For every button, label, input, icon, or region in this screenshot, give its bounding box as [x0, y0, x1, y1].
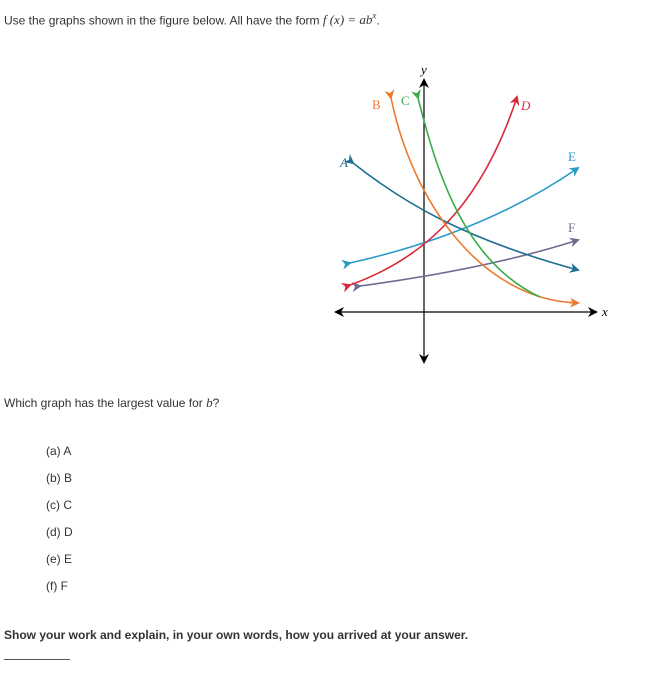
- x-axis-label: x: [602, 304, 608, 319]
- curve-b: [391, 98, 578, 303]
- curve-label-a: A: [340, 155, 348, 170]
- choice-b[interactable]: (b) B: [46, 471, 73, 485]
- choice-f[interactable]: (f) F: [46, 579, 68, 593]
- curve-label-e: E: [568, 149, 576, 164]
- choice-d[interactable]: (d) D: [46, 525, 73, 539]
- curve-label-c: C: [401, 93, 410, 108]
- curve-f: [360, 240, 578, 286]
- formula: f $(x) = ab^x$: [322, 11, 377, 28]
- question-text: Which graph has the largest value for: [4, 396, 203, 410]
- question: Which graph has the largest value for b?: [4, 395, 220, 410]
- curve-e: [350, 168, 578, 263]
- curve-label-b: B: [372, 97, 381, 112]
- work-instruction: Show your work and explain, in your own words, how you arrived at your answer.: [4, 628, 469, 642]
- intro-text: Use the graphs shown in the figure below. All have the form: [4, 13, 320, 28]
- curve-c: [418, 98, 540, 297]
- choice-e[interactable]: (e) E: [46, 552, 73, 566]
- choice-c[interactable]: (c) C: [46, 498, 72, 512]
- choice-a[interactable]: (a) A: [46, 444, 72, 458]
- answer-input-line[interactable]: [4, 659, 70, 660]
- problem-intro: Use the graphs shown in the figure below. All have the form f $(x) = ab^x$.: [4, 11, 380, 28]
- y-axis-label: y: [421, 62, 427, 77]
- curve-label-f: F: [568, 220, 576, 235]
- answer-choices: [46, 444, 73, 606]
- curve-label-d: D: [521, 98, 531, 113]
- question-variable: b: [206, 395, 213, 410]
